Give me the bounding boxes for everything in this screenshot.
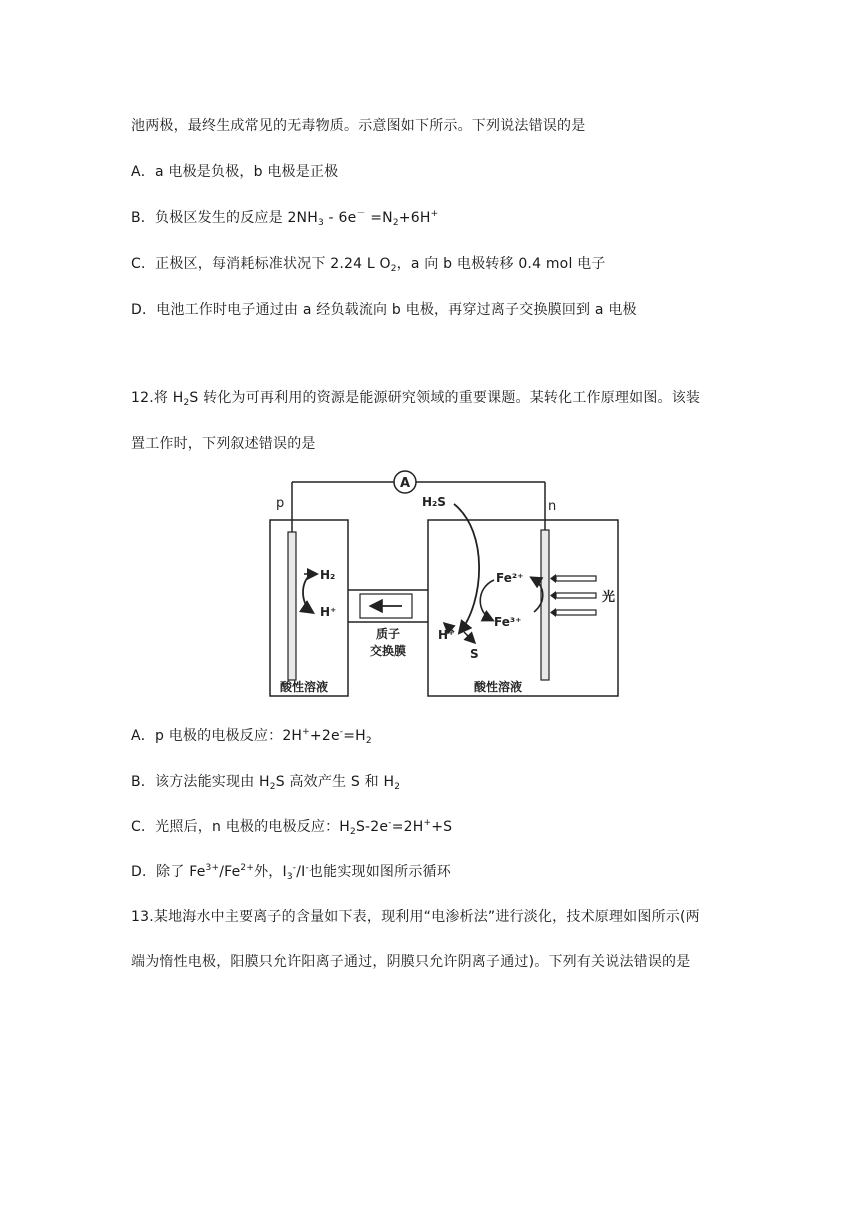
left-solution-label: 酸性溶液: [280, 680, 329, 694]
ammeter-label: A: [399, 476, 411, 491]
q11-option-d: D．电池工作时电子通过由 a 经负载流向 b 电极，再穿过离子交换膜回到 a 电极: [131, 302, 637, 318]
q12-stem-line1: 12.将 $H_2S$ 转化为可再利用的资源是能源研究领域的重要课题。某转化工作原理如图。该装: [131, 390, 701, 408]
q13-stem-line1: 13.某地海水中主要离子的含量如下表，现利用“电渗析法”进行淡化，技术原理如图所示(两: [131, 909, 700, 925]
electrolysis-cell-diagram: [264, 462, 624, 702]
membrane-label-2: 交换膜: [369, 644, 407, 658]
fe3-label: Fe³⁺: [494, 615, 522, 629]
right-solution-label: 酸性溶液: [474, 680, 523, 694]
q11-option-c: C．正极区，每消耗标准状况下 2.24 L $O_2$，a 向 b 电极转移 0.4 mol 电子: [131, 256, 606, 274]
light-label: 光: [602, 590, 616, 605]
electrode-p-label: p: [276, 496, 285, 511]
q12-option-c: C．光照后，n 电极的电极反应：$H_2S-2e^-=2H^++S$: [131, 818, 453, 837]
hplus-left-label: H⁺: [320, 605, 337, 619]
q12-option-a: A．p 电极的电极反应：$2H^++2e^-=H_2$: [131, 727, 372, 746]
fe2-label: Fe²⁺: [496, 571, 524, 585]
q11-stem-tail: 池两极，最终生成常见的无毒物质。示意图如下所示。下列说法错误的是: [131, 118, 586, 134]
s-label: S: [470, 647, 479, 661]
q12-option-d: D．除了 $Fe^{3+}/Fe^{2+}$外，$I_3^-/I^-$也能实现如图所示循环: [131, 863, 451, 882]
membrane-label-1: 质子: [375, 627, 401, 641]
q13-stem-line2: 端为惰性电极，阳膜只允许阳离子通过，阴膜只允许阴离子通过)。下列有关说法错误的是: [131, 954, 691, 970]
q12-stem-line2: 置工作时，下列叙述错误的是: [131, 436, 316, 452]
q11-option-a: A．a 电极是负极，b 电极是正极: [131, 164, 339, 180]
h2s-label: H₂S: [422, 495, 446, 509]
electrode-p: [288, 532, 296, 680]
electrode-n: [541, 530, 549, 680]
electrode-n-label: n: [548, 499, 557, 514]
h2-label: H₂: [320, 568, 336, 582]
q11-option-b: B．负极区发生的反应是 $2NH_3 - 6e^- =N_2+6H^+$: [131, 209, 439, 228]
hplus-right-label: H⁺: [438, 628, 455, 642]
q12-option-b: B．该方法能实现由 $H_2S$ 高效产生 S 和 $H_2$: [131, 774, 401, 792]
light-arrows: [550, 574, 596, 617]
right-compartment: [428, 520, 618, 696]
